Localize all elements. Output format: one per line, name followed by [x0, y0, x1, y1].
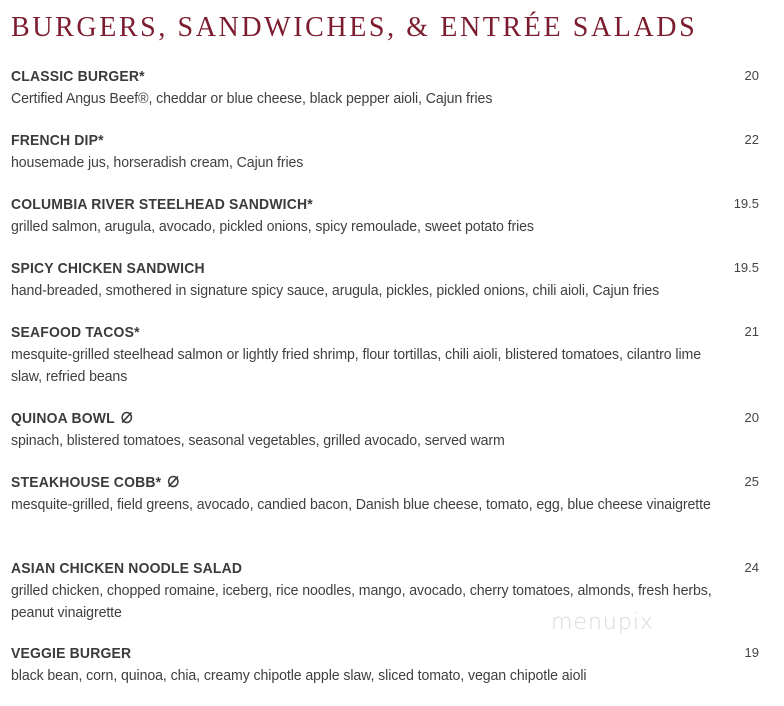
item-description: grilled salmon, arugula, avocado, pickled onions, spicy remoulade, sweet potato fries	[11, 219, 534, 235]
empty-set-icon	[120, 411, 132, 424]
item-description: Certified Angus Beef®, cheddar or blue cheese, black pepper aioli, Cajun fries	[11, 91, 493, 107]
menu-item-seafood-tacos	[11, 324, 759, 388]
menu-item-steakhouse-cobb	[11, 474, 759, 516]
item-name: STEAKHOUSE COBB*	[11, 474, 179, 491]
item-price: 21	[744, 324, 759, 339]
menu-item-steelhead-sandwich	[11, 196, 759, 238]
item-description: hand-breaded, smothered in signature spicy sauce, arugula, pickles, pickled onions, chili aioli, Cajun fries	[11, 283, 660, 299]
item-name: VEGGIE BURGER	[11, 645, 132, 662]
menu-item-spicy-chicken-sandwich	[11, 260, 759, 302]
item-price: 19.5	[733, 260, 759, 275]
item-price: 20	[744, 68, 759, 83]
item-name: ASIAN CHICKEN NOODLE SALAD	[11, 560, 243, 577]
item-description: spinach, blistered tomatoes, seasonal vegetables, grilled avocado, served warm	[11, 433, 505, 449]
item-price: 19	[744, 645, 759, 660]
item-description: grilled chicken, chopped romaine, iceberg, rice noodles, mango, avocado, cherry tomatoes, almonds, fresh herbs, peanut vinaigrette	[11, 583, 712, 621]
item-price: 25	[744, 474, 759, 489]
section-title: BURGERS, SANDWICHES, & ENTRÉE SALADS	[11, 12, 698, 43]
item-price: 22	[744, 132, 759, 147]
empty-set-icon	[167, 475, 179, 488]
item-description: mesquite-grilled, field greens, avocado, candied bacon, Danish blue cheese, tomato, egg, blue cheese vinaigrette	[11, 497, 711, 513]
menu-item-french-dip	[11, 132, 759, 174]
item-name: CLASSIC BURGER*	[11, 68, 145, 85]
menu-item-quinoa-bowl	[11, 410, 759, 452]
menu-item-classic-burger	[11, 68, 759, 110]
item-name: SEAFOOD TACOS*	[11, 324, 140, 341]
item-name: FRENCH DIP*	[11, 132, 104, 149]
item-name: SPICY CHICKEN SANDWICH	[11, 260, 205, 277]
item-description: mesquite-grilled steelhead salmon or lightly fried shrimp, flour tortillas, chili aioli, blistered tomatoes, cilantro lime slaw, refried beans	[11, 347, 701, 385]
item-name: COLUMBIA RIVER STEELHEAD SANDWICH*	[11, 196, 313, 213]
item-price: 20	[744, 410, 759, 425]
menu-item-veggie-burger	[11, 645, 759, 687]
item-description: housemade jus, horseradish cream, Cajun fries	[11, 155, 304, 171]
item-name: QUINOA BOWL	[11, 410, 132, 427]
item-price: 19.5	[733, 196, 759, 211]
item-price: 24	[744, 560, 759, 575]
item-description: black bean, corn, quinoa, chia, creamy chipotle apple slaw, sliced tomato, vegan chipotle aioli	[11, 668, 587, 684]
watermark-logo: menupix	[551, 610, 654, 635]
